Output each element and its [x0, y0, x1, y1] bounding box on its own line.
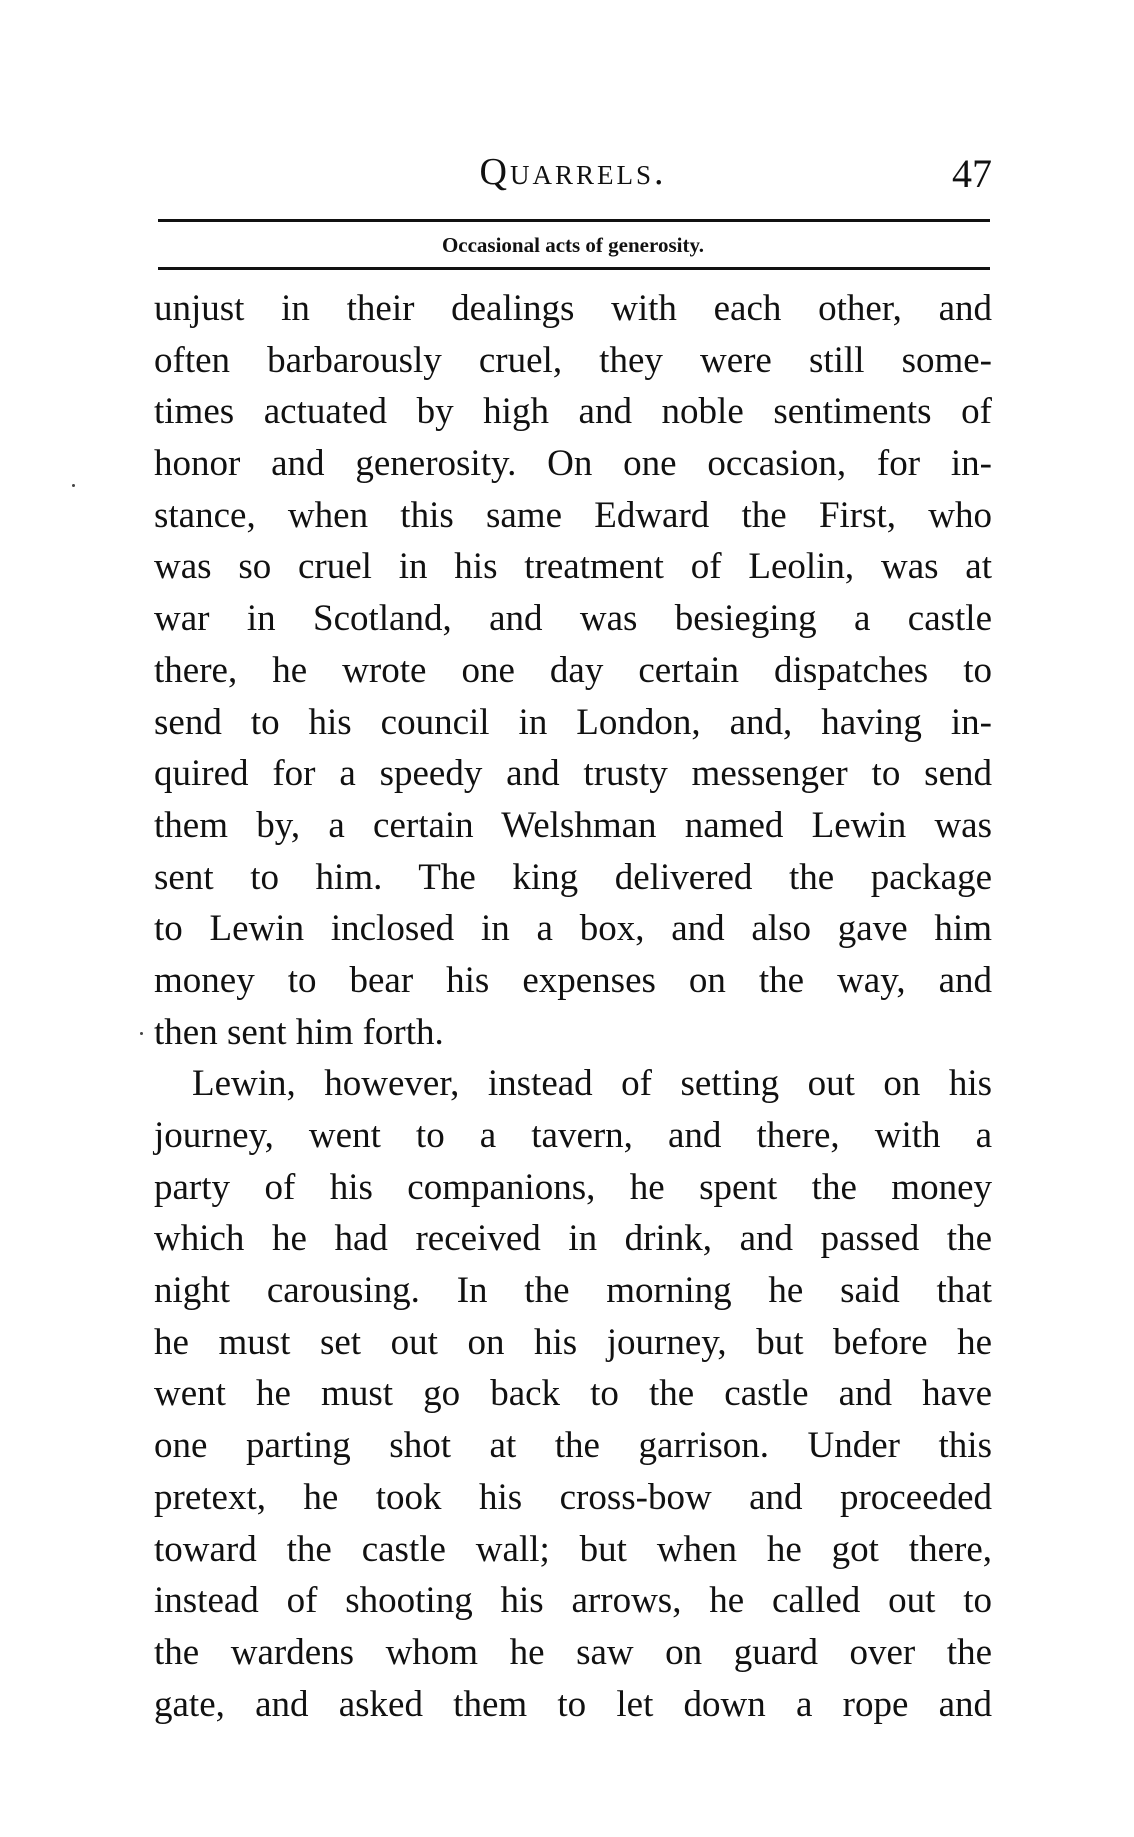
text-line: quired for a speedy and trusty messenger to send: [154, 753, 992, 795]
text-line: then sent him forth.: [154, 1011, 444, 1053]
text-line: money to bear his expenses on the way, and: [154, 959, 992, 1001]
text-line: gate, and asked them to let down a rope and: [154, 1683, 992, 1725]
text-line: them by, a certain Welshman named Lewin was: [154, 804, 992, 846]
body-text: [154, 283, 992, 1730]
text-line: honor and generosity. On one occasion, for in-: [154, 443, 992, 485]
text-line: there, he wrote one day certain dispatches to: [154, 649, 992, 691]
subheading: Occasional acts of generosity.: [441, 233, 705, 257]
print-speck: [140, 1032, 143, 1035]
text-line: which he had received in drink, and passed the: [154, 1218, 992, 1260]
text-line: the wardens whom he saw on guard over the: [154, 1631, 992, 1673]
text-line: unjust in their dealings with each other, and: [154, 288, 992, 329]
text-line: he must set out on his journey, but before he: [154, 1321, 992, 1363]
text-line: toward the castle wall; but when he got there,: [154, 1528, 992, 1570]
header-rule-top: [158, 219, 990, 222]
text-line: pretext, he took his cross-bow and proceeded: [154, 1476, 992, 1518]
text-line: went he must go back to the castle and have: [154, 1373, 992, 1415]
text-line: journey, went to a tavern, and there, with a: [154, 1115, 992, 1156]
text-line: sent to him. The king delivered the package: [154, 856, 992, 898]
text-line: to Lewin inclosed in a box, and also gave him: [154, 908, 992, 950]
text-line: was so cruel in his treatment of Leolin, was at: [154, 546, 992, 588]
text-line: Lewin, however, instead of setting out on his: [192, 1063, 992, 1105]
running-title: Quarrels.: [479, 151, 667, 193]
text-line: party of his companions, he spent the money: [154, 1166, 992, 1208]
text-line: one parting shot at the garrison. Under this: [154, 1425, 992, 1467]
print-speck: [72, 484, 75, 487]
running-header: [154, 150, 992, 200]
text-line: send to his council in London, and, having in-: [154, 701, 992, 743]
text-line: often barbarously cruel, they were still some-: [154, 339, 992, 381]
text-line: war in Scotland, and was besieging a castle: [154, 598, 992, 640]
header-rule-bottom: [158, 267, 990, 270]
text-line: instead of shooting his arrows, he called out to: [154, 1580, 992, 1622]
text-line: stance, when this same Edward the First, who: [154, 494, 992, 536]
page-number: 47: [952, 151, 992, 196]
text-line: night carousing. In the morning he said that: [154, 1270, 992, 1312]
text-line: times actuated by high and noble sentiments of: [154, 391, 992, 433]
